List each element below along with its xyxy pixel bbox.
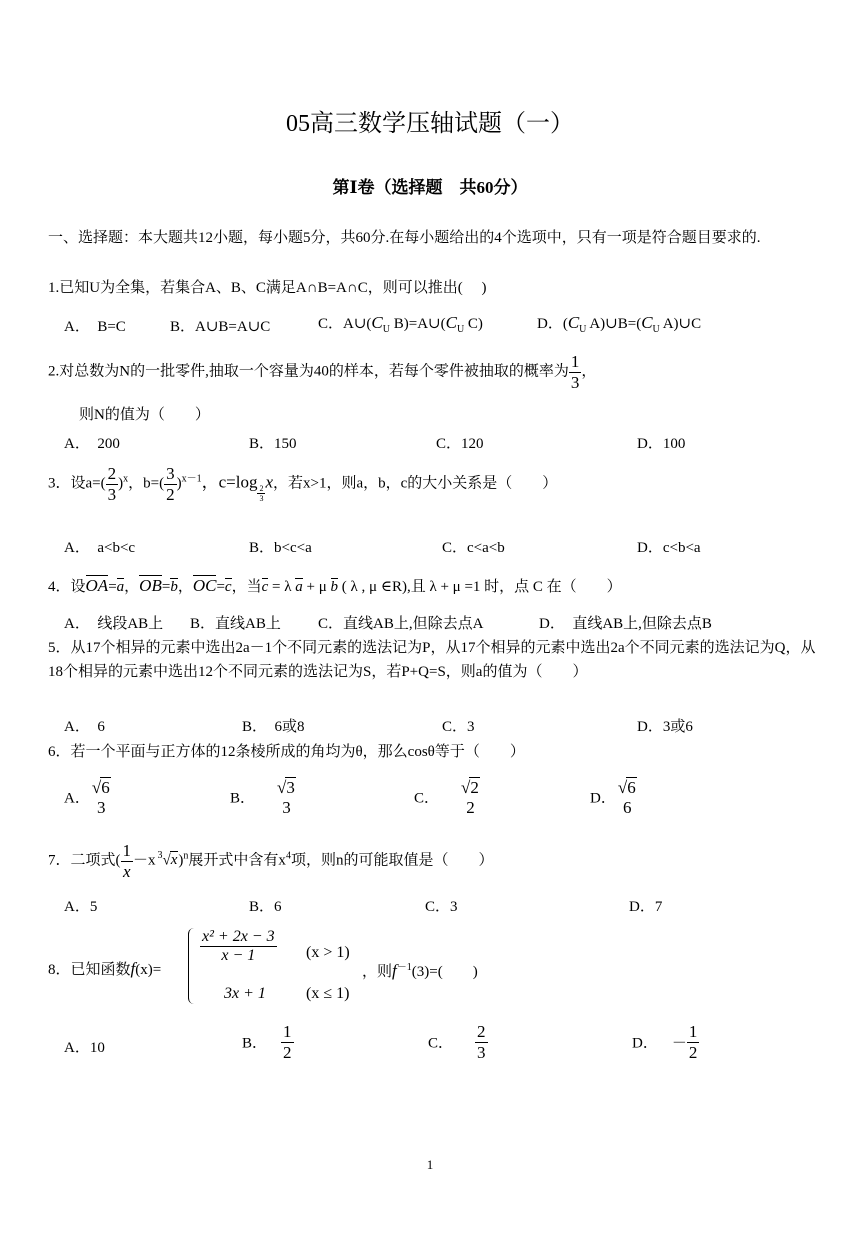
- page-number: 1: [426, 1157, 434, 1172]
- q4-option-b: B．直线AB上: [190, 616, 281, 632]
- question-3-stem: 3．设a=( $\frac{2}{3}$ )$^x$，b=( $\frac{3}{2}$ )$^{x-1}$，c=log $\frac{2}{3}$ x，若x>1，则a，b，c的大小关系是（ ）: [48, 464, 558, 504]
- q8-option-d: D． － $\frac{1}{2}$: [632, 1022, 698, 1062]
- question-5-stem: 5．从17个相异的元素中选出2a－1个不同元素的选法记为P，从17个相异的元素中选出2a个不同元素的选法记为Q，从18个相异的元素中选出12个不同元素的选法记为S，若P+Q=S，则a的值为（ ）: [48, 640, 816, 680]
- piecewise-row-2: 3x + 1: [224, 985, 266, 1002]
- q2-option-a: A． 200: [64, 436, 120, 452]
- piecewise-cond-2: (x ≤ 1): [306, 985, 350, 1002]
- q7-option-c: C．3: [425, 899, 458, 915]
- question-7-stem: 7．二项式( $\frac{1}{x}$ －x $^3$√x)$^n$展开式中含有$x^4$项，则n的可能取值是（ ）: [48, 841, 494, 881]
- piecewise-row-1: $\frac{\text{x² + 2x − 3}}{x - 1}$: [202, 928, 275, 965]
- instructions: 一、选择题：本大题共12小题，每小题5分，共60分.在每小题给出的4个选项中，只有一项是符合题目要求的.: [48, 230, 761, 246]
- piecewise-brace: [188, 928, 195, 1004]
- q1-option-d: D．($C_U$ $A)\cup B=(C_U$ A)∪C: [537, 313, 702, 335]
- question-8-suffix: ，则$f^{-1}(3)=$( ): [362, 961, 478, 980]
- q7-option-d: D．7: [629, 899, 663, 915]
- q4-option-d: D． 直线AB上,但除去点B: [539, 616, 712, 632]
- q6-option-d: D． √6 6: [590, 778, 636, 817]
- q4-option-a: A． 线段AB上: [64, 616, 164, 632]
- q3-option-b: B．b<c<a: [249, 540, 312, 556]
- q5-option-a: A． 6: [64, 719, 105, 735]
- q6-option-a: A． √6 3: [64, 778, 110, 817]
- q4-option-c: C．直线AB上,但除去点A: [318, 616, 484, 632]
- q5-option-c: C．3: [442, 719, 475, 735]
- q8-option-c: C． $\frac{2}{3}$: [428, 1022, 486, 1062]
- q7-option-a: A．5: [64, 899, 98, 915]
- q1-option-b: B．A∪B=A∪C: [170, 319, 271, 335]
- q6-option-b: B． √3 3: [230, 778, 295, 817]
- q2-option-c: C．120: [436, 436, 484, 452]
- q7-option-b: B．6: [249, 899, 282, 915]
- q3-option-c: C．c<a<b: [442, 540, 505, 556]
- q3-option-d: D．c<b<a: [637, 540, 701, 556]
- q1-option-c: C．$A\cup(C_U$ $B)=A\cup(C_U$ C): [318, 313, 483, 335]
- q5-option-b: B． 6或8: [242, 719, 305, 735]
- question-6-stem: 6．若一个平面与正方体的12条棱所成的角均为θ，那么cosθ等于（ ）: [48, 744, 525, 760]
- q2-line2: 则N的值为（ ）: [79, 407, 210, 423]
- question-2-stem: 2.对总数为N的一批零件,抽取一个容量为40的样本，若每个零件被抽取的概率为 $\frac{1}{3}$ ，: [48, 352, 597, 392]
- q1-option-a: A． B=C: [64, 319, 126, 335]
- question-1-stem: 1.已知U为全集，若集合A、B、C满足A∩B=A∩C，则可以推出( ): [48, 280, 487, 296]
- q2-option-b: B．150: [249, 436, 297, 452]
- page-title: 05高三数学压轴试题（一）: [286, 111, 574, 137]
- q8-option-a: A．10: [64, 1040, 105, 1056]
- q2-option-d: D．100: [637, 436, 686, 452]
- q8-option-b: B． $\frac{1}{2}$: [242, 1022, 292, 1062]
- piecewise-cond-1: (x > 1): [306, 944, 350, 961]
- q5-option-d: D．3或6: [637, 719, 693, 735]
- question-8-prefix: 8．已知函数f(x)=: [48, 959, 162, 978]
- question-4-stem: 4．设OA=a，OB=b，OC=c，当c = λ a + μ b ( λ , μ ∈R),且 λ + μ =1 时，点 C 在（ ）: [48, 576, 622, 595]
- q6-option-c: C． √2 2: [414, 778, 479, 817]
- section-heading: 第Ⅰ卷（选择题 共60分）: [332, 178, 528, 197]
- q3-option-a: A． a<b<c: [64, 540, 136, 556]
